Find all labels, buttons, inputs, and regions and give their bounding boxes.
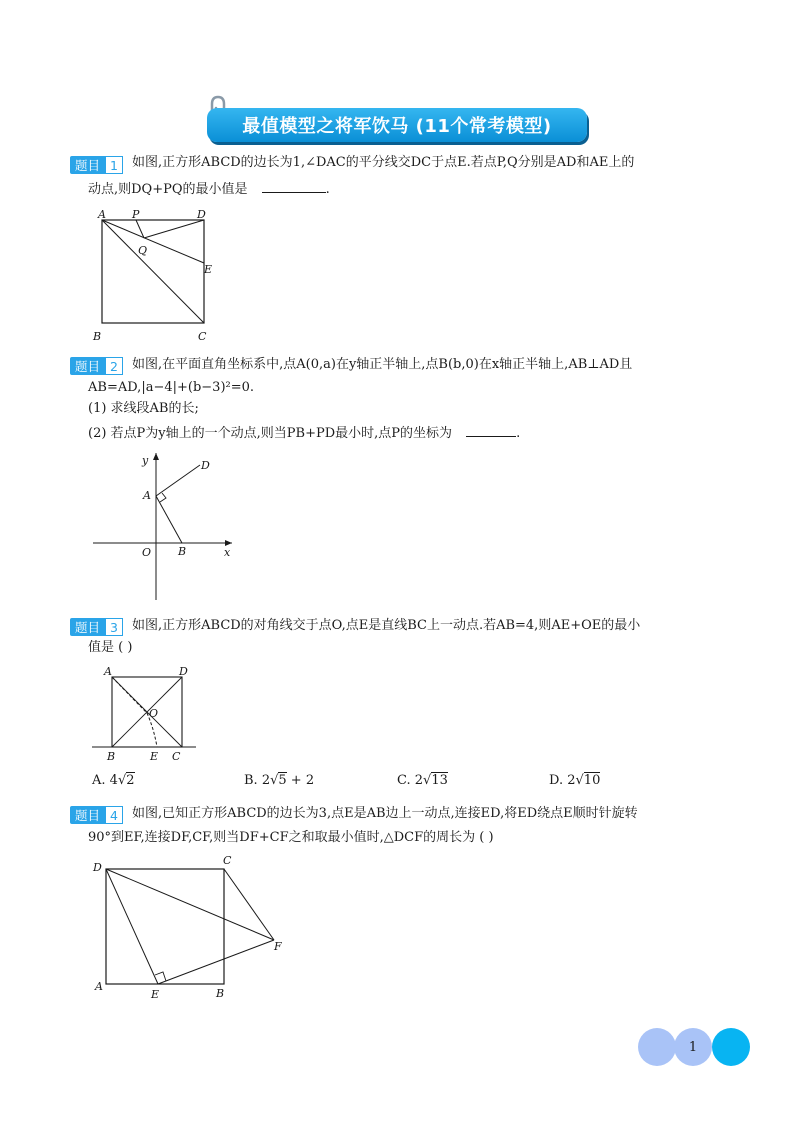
q4-text-line1: 如图,已知正方形ABCD的边长为3,点E是AB边上一动点,连接ED,将ED绕点E顺时针旋转 [132, 806, 638, 821]
q1-text-line1: 如图,正方形ABCD的边长为1,∠DAC的平分线交DC于点E.若点P,Q分别是AD和AE上的 [132, 155, 635, 170]
q3-label-B: B [107, 750, 116, 763]
page-decoration-left [638, 1028, 676, 1066]
page-title: 最值模型之将军饮马 (11个常考模型) [242, 116, 552, 137]
q4-label-E: E [151, 988, 160, 1001]
q3-label-E: E [150, 750, 159, 763]
q2-text-line4 [88, 422, 520, 445]
question-number: 4 [105, 806, 123, 824]
q4-text-line2: 90°到EF,连接DF,CF,则当DF+CF之和取最小值时,△DCF的周长为 ( ) [88, 830, 494, 845]
q4-label-B: B [216, 987, 225, 1000]
q4-label-C: C [223, 854, 232, 867]
question-tag-2 [70, 357, 123, 375]
q3-choice-D[interactable]: D. 2√10 [549, 773, 601, 788]
q3-label-C: C [172, 750, 181, 763]
sqrt-icon: √ [117, 773, 127, 788]
q2-label-O: O [142, 546, 152, 559]
q2-text-line3: (1) 求线段AB的长; [88, 401, 199, 416]
q3-text-line1: 如图,正方形ABCD的对角线交于点O,点E是直线BC上一动点.若AB=4,则AE+OE的最小 [132, 618, 641, 633]
q2-text-line1: 如图,在平面直角坐标系中,点A(0,a)在y轴正半轴上,点B(b,0)在x轴正半轴上,AB⊥AD且 [132, 357, 633, 372]
page-number: 1 [688, 1039, 698, 1055]
sqrt-icon: √ [575, 773, 584, 788]
q1-figure [88, 204, 228, 349]
q3-label-A: A [104, 665, 112, 678]
title-banner [207, 108, 587, 142]
q3-choice-B[interactable]: B. 2√5 + 2 [244, 773, 315, 788]
q2-period: . [516, 426, 521, 441]
sqrt-icon: √ [270, 773, 279, 788]
q1-label-E: E [204, 263, 213, 276]
q1-label-P: P [132, 208, 140, 221]
q4-figure [88, 850, 288, 1002]
page-decoration-right [712, 1028, 750, 1066]
q3-choice-A[interactable]: A. 4√2 [92, 773, 135, 788]
page-number-badge [674, 1028, 712, 1066]
q1-label-C: C [198, 330, 207, 343]
q3-label-D: D [179, 665, 188, 678]
q2-figure [90, 448, 240, 603]
question-tag-3 [70, 618, 123, 636]
q1-text: 动点,则DQ+PQ的最小值是 [88, 182, 248, 197]
q1-label-B: B [93, 330, 102, 343]
q2-label-y: y [142, 454, 149, 467]
q1-label-Q: Q [138, 244, 148, 257]
q4-label-D: D [93, 861, 102, 874]
q2-label-B: B [178, 545, 187, 558]
q4-label-A: A [95, 980, 103, 993]
q4-label-F: F [274, 940, 282, 953]
sqrt-icon: √ [423, 773, 432, 788]
q1-period: . [325, 182, 330, 197]
question-number: 3 [105, 618, 123, 636]
q3-choice-C[interactable]: C. 2√13 [397, 773, 448, 788]
q2-label-D: D [201, 459, 210, 472]
question-tag-label: 题目 [70, 806, 105, 824]
q3-label-O: O [149, 707, 159, 720]
question-number: 2 [105, 357, 123, 375]
question-tag-label: 题目 [70, 357, 105, 375]
q3-figure [90, 662, 200, 767]
q2-answer-blank[interactable] [466, 422, 516, 437]
q1-text-line2 [88, 178, 330, 201]
q1-label-A: A [98, 208, 106, 221]
q2-text: (2) 若点P为y轴上的一个动点,则当PB+PD最小时,点P的坐标为 [88, 426, 453, 441]
question-tag-1 [70, 156, 123, 174]
q2-label-x: x [224, 546, 231, 559]
question-tag-4 [70, 806, 123, 824]
q2-label-A: A [143, 489, 151, 502]
q3-text-line2: 值是 ( ) [88, 640, 133, 655]
q1-answer-blank[interactable] [262, 178, 326, 193]
question-number: 1 [105, 156, 123, 174]
q2-text-line2: AB=AD,|a−4|+(b−3)²=0. [88, 380, 255, 395]
question-tag-label: 题目 [70, 156, 105, 174]
q1-label-D: D [197, 208, 206, 221]
question-tag-label: 题目 [70, 618, 105, 636]
